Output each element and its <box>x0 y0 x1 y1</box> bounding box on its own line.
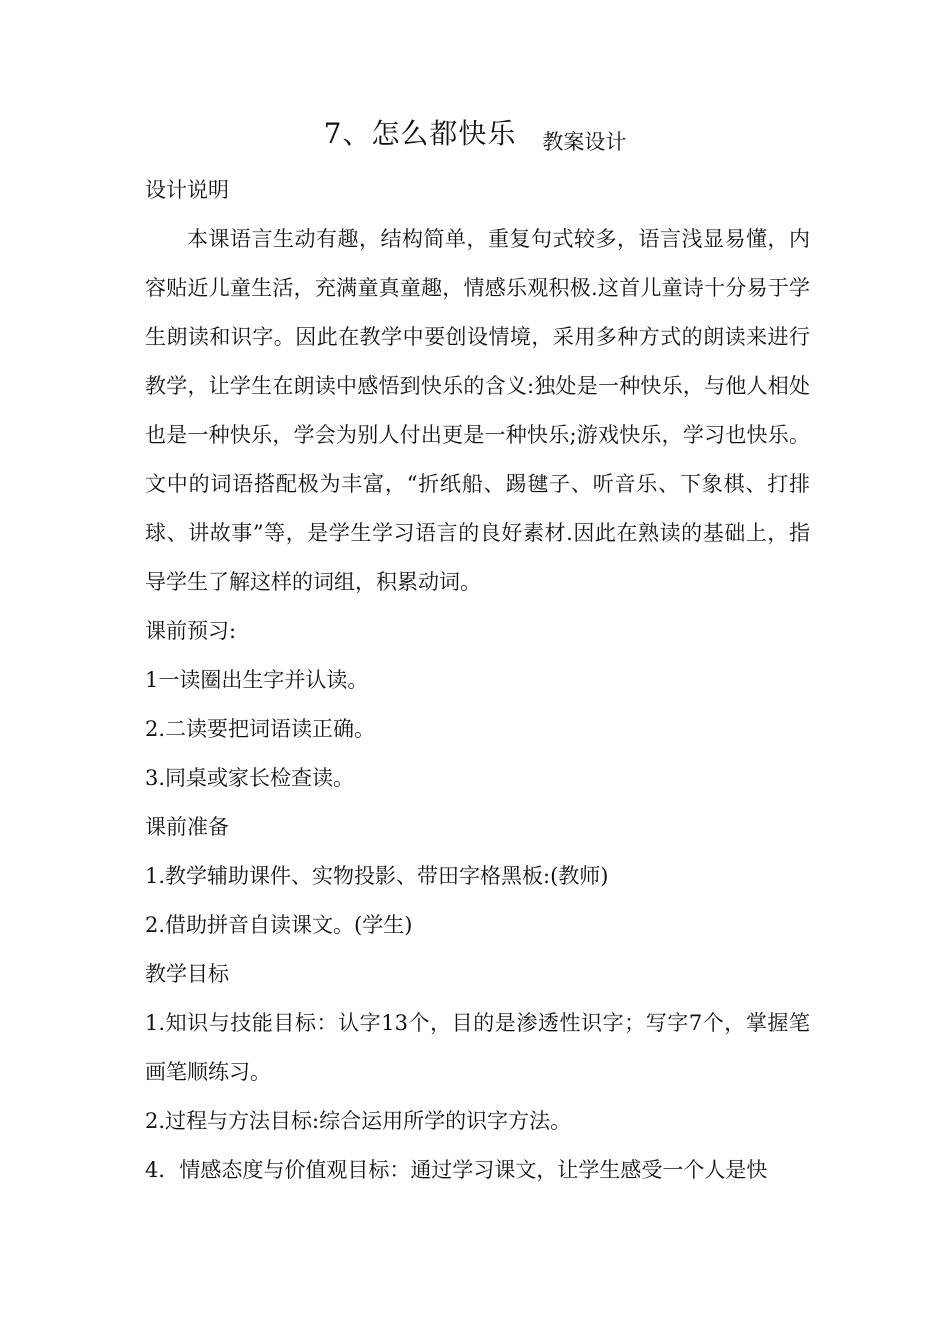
goal-item-4: 4．情感态度与价值观目标：通过学习课文，让学生感受一个人是快 <box>145 1158 768 1182</box>
title-subtitle: 教案设计 <box>542 130 627 154</box>
design-paragraph-text: 本课语言生动有趣，结构简单，重复句式较多，语言浅显易懂，内容贴近儿童生活，充满童真童趣，情感乐观积极.这首儿童诗十分易于学生朗读和识字。因此在教学中要创设情境，采用多种方式的朗读来进行教学，让学生在朗读中感悟到快乐的含义:独处是一种快乐，与他人相处也是一种快乐，学会为别人付出更是一种快乐;游戏快乐，学习也快乐。文中的词语搭配极为丰富，“折纸船、踢毽子、听音乐、下象棋、打排球、讲故事”等，是学生学习语言的良好素材.因此在熟读的基础上，指导学生了解这样的词组，积累动词。 <box>145 227 810 594</box>
preview-item: 2.二读要把词语读正确。 <box>145 717 376 741</box>
section-heading-design: 设计说明 <box>145 178 229 202</box>
goal-item-2: 2.过程与方法目标:综合运用所学的识字方法。 <box>145 1109 572 1133</box>
design-paragraph <box>145 215 810 607</box>
document-title <box>0 112 950 152</box>
prep-item: 2.借助拼音自读课文。(学生) <box>145 913 413 937</box>
preview-item: 3.同桌或家长检查读。 <box>145 766 355 790</box>
document-body <box>145 166 810 1195</box>
prep-item: 1.教学辅助课件、实物投影、带田字格黑板:(教师) <box>145 864 609 888</box>
section-heading-preview: 课前预习: <box>145 619 237 643</box>
section-heading-prep: 课前准备 <box>145 815 229 839</box>
preview-item: 1一读圈出生字并认读。 <box>145 668 369 692</box>
section-heading-goals: 教学目标 <box>145 962 229 986</box>
goal-item-1-text: 1.知识与技能目标：认字13个，目的是渗透性识字；写字7个，掌握笔画笔顺练习。 <box>145 1011 810 1084</box>
title-main: 7、怎么都快乐 <box>323 117 517 150</box>
goal-item-1 <box>145 999 810 1097</box>
